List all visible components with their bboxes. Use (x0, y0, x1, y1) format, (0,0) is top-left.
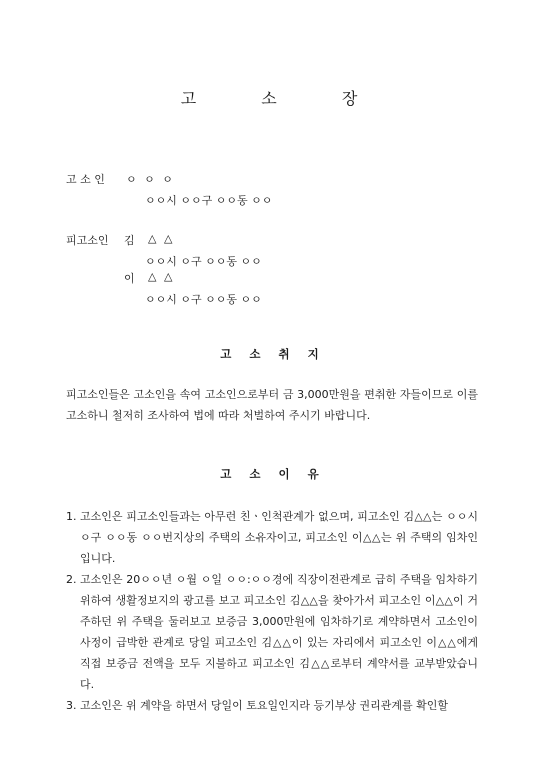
defendant-name: △ △ (148, 270, 175, 283)
item-number: 2. (66, 573, 77, 586)
list-item (66, 695, 478, 716)
defendant-surname: 이 (124, 272, 135, 285)
defendant-address: ㅇㅇ시 ㅇ구 ㅇㅇ동 ㅇㅇ (145, 255, 262, 268)
list-item (66, 569, 478, 695)
heading-char: 지 (307, 347, 320, 361)
title-char: 소 (261, 89, 279, 108)
complainant-label: 고 소 인 (66, 173, 105, 186)
purpose-heading (0, 346, 540, 362)
heading-char: 유 (307, 467, 320, 481)
defendants-label: 피고소인 (66, 234, 109, 247)
document-title (0, 86, 540, 109)
defendant-name: △ △ (148, 232, 175, 245)
item-number: 1. (66, 510, 77, 523)
title-char: 고 (180, 89, 199, 108)
item-number: 3. (66, 699, 77, 712)
item-text: 고소인은 피고소인들과는 아무런 친ㆍ인척관계가 없으며, 피고소인 김△△는 ㅇㅇ시 ㅇ구 ㅇㅇ동 ㅇㅇ번지상의 주택의 소유자이고, 피고소인 이△△는 위 주택의 임차인입니다. (80, 510, 478, 565)
defendant-address: ㅇㅇ시 ㅇ구 ㅇㅇ동 ㅇㅇ (145, 293, 262, 306)
item-text: 고소인은 20ㅇㅇ년 ㅇ월 ㅇ일 ㅇㅇ:ㅇㅇ경에 직장이전관계로 급히 주택을 임차하기 위하여 생활정보지의 광고를 보고 피고소인 김△△을 찾아가서 피고소인 이△△이 거주하던 위 주택을 둘러보고 보증금 3,000만원에 임차하기로 계약하면서 고소인이 사정이 급박한 관계로 당일 피고소인 김△△이 있는 자리에서 피고소인 이△△에게 직접 보증금 전액을 모두 지불하고 피고소인 김△△로부터 계약서를 교부받았습니다. (80, 573, 478, 691)
reasons-heading (0, 466, 540, 482)
heading-char: 고 (220, 347, 233, 361)
reasons-list (66, 506, 478, 716)
purpose-text: 피고소인들은 고소인을 속여 고소인으로부터 금 3,000만원을 편취한 자들이므로 이를 고소하니 철저히 조사하여 법에 따라 처벌하여 주시기 바랍니다. (66, 388, 478, 422)
complainant-address: ㅇㅇ시 ㅇㅇ구 ㅇㅇ동 ㅇㅇ (145, 194, 273, 207)
heading-char: 고 (220, 467, 233, 481)
title-char: 장 (341, 89, 360, 108)
heading-char: 취 (278, 347, 291, 361)
heading-char: 소 (249, 467, 262, 481)
heading-char: 소 (249, 347, 262, 361)
defendant-surname: 김 (124, 234, 135, 247)
complainant-name: ㅇ ㅇ ㅇ (126, 173, 175, 186)
list-item (66, 506, 478, 569)
item-text: 고소인은 위 계약을 하면서 당일이 토요일인지라 등기부상 권리관계를 확인할 (80, 699, 449, 712)
heading-char: 이 (278, 467, 291, 481)
